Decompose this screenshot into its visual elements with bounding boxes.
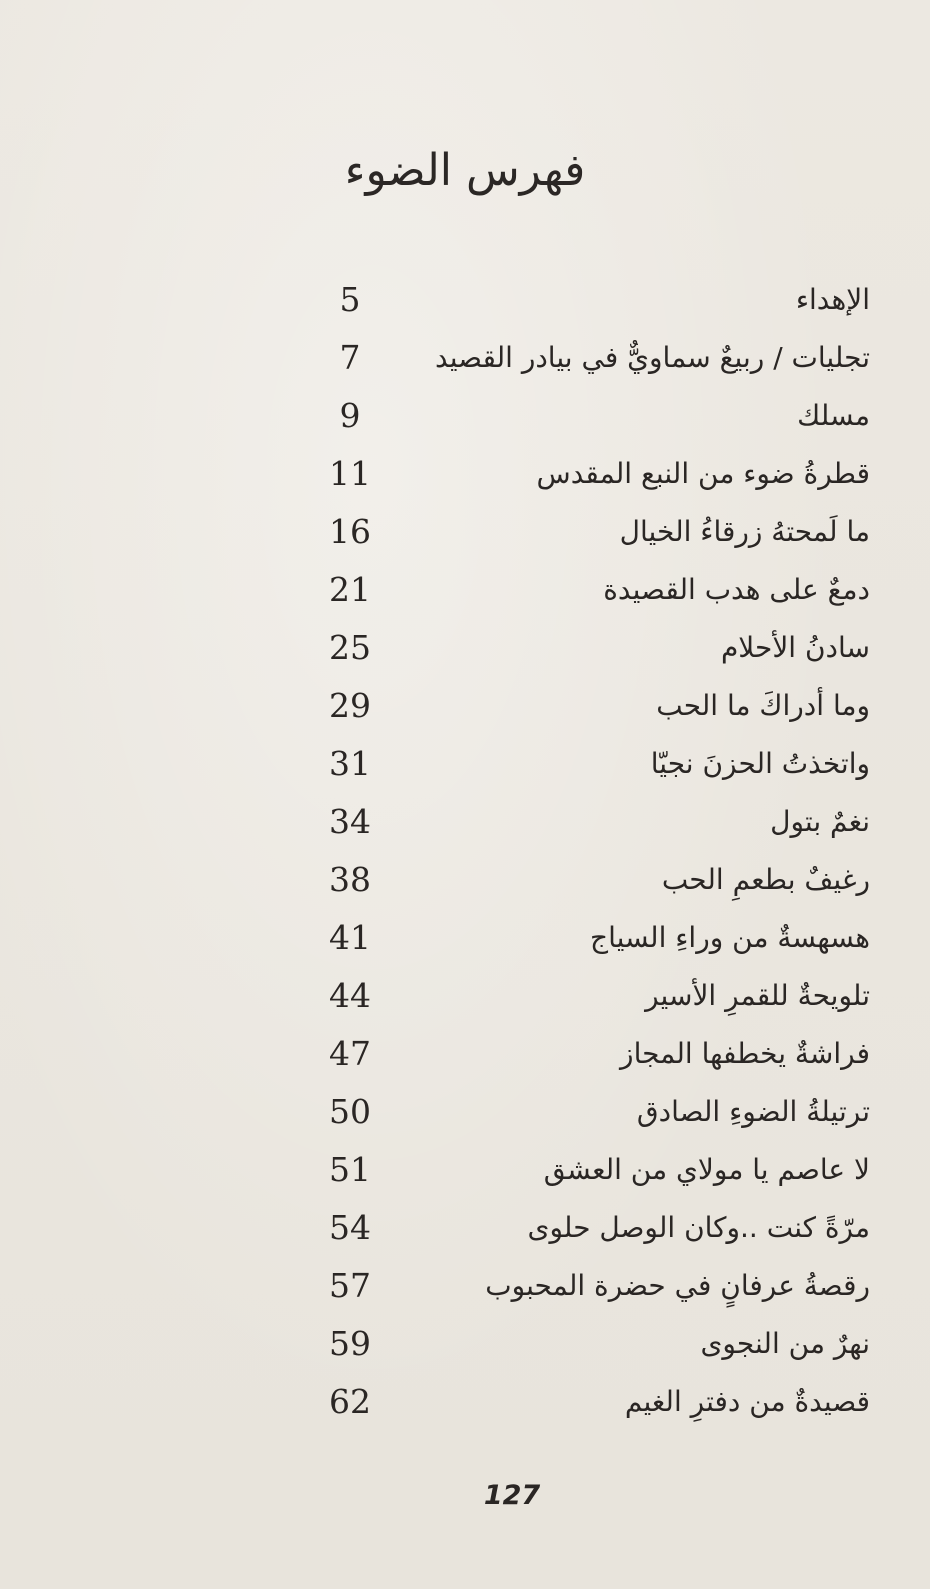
toc-row — [300, 677, 890, 735]
toc-entry-title: رغيفٌ بطعمِ الحب — [661, 863, 870, 896]
toc-entry-page: 51 — [329, 1150, 371, 1189]
toc-row — [300, 793, 890, 851]
toc-entry-page: 9 — [339, 396, 361, 435]
toc-entry-page: 29 — [329, 686, 371, 725]
toc-row — [300, 1315, 890, 1373]
toc-row — [300, 909, 890, 967]
toc-entry-page: 41 — [329, 918, 371, 957]
toc-row — [300, 1199, 890, 1257]
toc-entry-title: سادنُ الأحلام — [720, 631, 870, 664]
toc-entry-page: 25 — [329, 628, 371, 667]
page-title: فهرس الضوء — [344, 145, 586, 196]
toc-entry-title: تلويحةٌ للقمرِ الأسير — [645, 979, 870, 1012]
toc-entry-page: 34 — [329, 802, 371, 841]
toc-entry-title: قصيدةٌ من دفترِ الغيم — [624, 1385, 870, 1418]
toc-row — [300, 329, 890, 387]
toc-entry-page: 54 — [329, 1208, 371, 1247]
toc-entry-page: 16 — [329, 512, 371, 551]
toc-entry-page: 11 — [329, 454, 371, 493]
toc-row — [300, 271, 890, 329]
toc-entry-page: 62 — [329, 1382, 371, 1421]
toc-entry-page: 31 — [329, 744, 371, 783]
toc-entry-title: رقصةُ عرفانٍ في حضرة المحبوب — [485, 1269, 870, 1302]
toc-row — [300, 619, 890, 677]
toc-entry-page: 44 — [329, 976, 371, 1015]
toc-entry-title: مرّةً كنت ..وكان الوصل حلوى — [527, 1211, 870, 1244]
toc-row — [300, 1083, 890, 1141]
toc-row — [300, 503, 890, 561]
toc-entry-title: قطرةُ ضوء من النبع المقدس — [536, 457, 870, 490]
toc-entry-page: 7 — [339, 338, 361, 377]
toc-row — [300, 1025, 890, 1083]
toc-entry-title: نهرٌ من النجوى — [700, 1327, 870, 1360]
toc-row — [300, 1141, 890, 1199]
toc-entry-title: ما لَمحتهُ زرقاءُ الخيال — [619, 515, 870, 548]
toc-entry-page: 5 — [339, 280, 361, 319]
table-of-contents — [300, 271, 890, 1439]
toc-row — [300, 1257, 890, 1315]
toc-entry-page: 59 — [329, 1324, 371, 1363]
toc-entry-title: وما أدراكَ ما الحب — [656, 689, 870, 722]
toc-row — [300, 735, 890, 793]
toc-entry-page: 38 — [329, 860, 371, 899]
toc-row — [300, 851, 890, 909]
toc-entry-title: دمعٌ على هدب القصيدة — [603, 573, 870, 606]
toc-entry-title: واتخذتُ الحزنَ نجيّا — [650, 747, 870, 780]
toc-row — [300, 445, 890, 503]
toc-entry-title: الإهداء — [795, 283, 870, 316]
toc-entry-page: 21 — [329, 570, 371, 609]
toc-row — [300, 1373, 890, 1431]
toc-row — [300, 561, 890, 619]
toc-entry-title: تجليات / ربيعٌ سماويٌّ في بيادر القصيد — [435, 341, 870, 374]
toc-entry-title: نغمٌ بتول — [770, 805, 870, 838]
toc-row — [300, 967, 890, 1025]
toc-entry-page: 47 — [329, 1034, 371, 1073]
toc-entry-title: لا عاصم يا مولاي من العشق — [543, 1153, 870, 1186]
page-number: 127 — [483, 1480, 541, 1511]
toc-entry-title: ترتيلةُ الضوءِ الصادق — [636, 1095, 870, 1128]
toc-entry-page: 50 — [329, 1092, 371, 1131]
toc-row — [300, 387, 890, 445]
toc-entry-page: 57 — [329, 1266, 371, 1305]
toc-entry-title: مسلك — [797, 399, 870, 432]
toc-entry-title: هسهسةٌ من وراءِ السياج — [590, 921, 870, 954]
toc-entry-title: فراشةٌ يخطفها المجاز — [620, 1037, 870, 1070]
